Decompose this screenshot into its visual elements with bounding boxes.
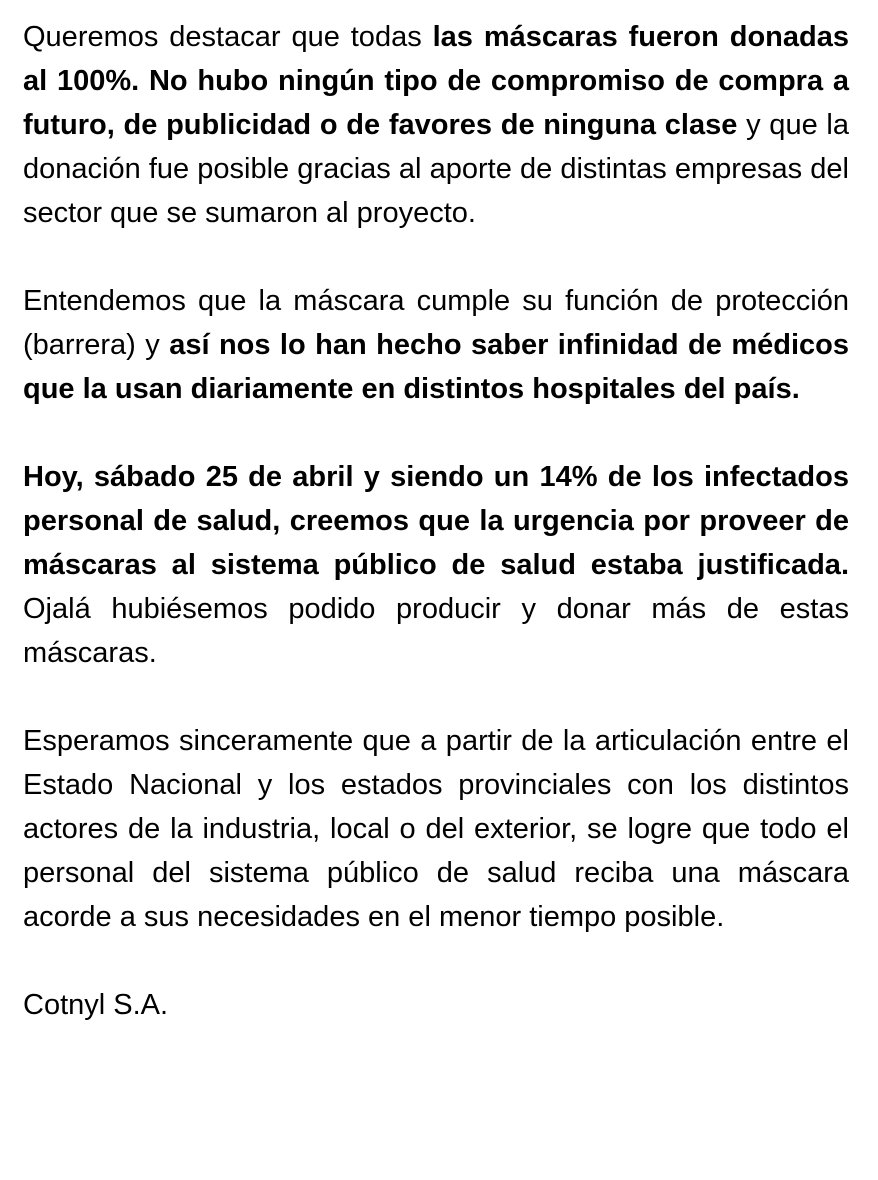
text-segment: Esperamos sinceramente que a partir de la articulación entre el Estado Nacional y los estados provinciales con los distintos actores de la industria, local o del exterior, se logre que todo el personal del sistema público de salud reciba una máscara acorde a sus necesidades en el menor tiempo posible.: [23, 725, 849, 933]
text-segment-bold: las máscaras fueron donadas al 100%. No hubo ningún tipo de compromiso de compra a futuro, de publicidad o de favores de ninguna clase: [23, 21, 849, 141]
document-body: [23, 15, 849, 1027]
text-segment-bold: así nos lo han hecho saber infinidad de médicos que la usan diariamente en distintos hospitales del país.: [23, 329, 849, 405]
paragraph-hope: [23, 719, 849, 939]
text-segment: Entendemos que la máscara cumple su función de protección (barrera) y: [23, 285, 849, 361]
text-segment: Ojalá hubiésemos podido producir y donar más de estas máscaras.: [23, 593, 849, 669]
signature: Cotnyl S.A.: [23, 989, 169, 1021]
paragraph-protection: [23, 279, 849, 411]
text-segment: Queremos destacar que todas: [23, 21, 433, 53]
paragraph-urgency: [23, 455, 849, 675]
text-segment-bold: Hoy, sábado 25 de abril y siendo un 14% de los infectados personal de salud, creemos que la urgencia por proveer de máscaras al sistema público de salud estaba justificada.: [23, 461, 849, 581]
text-segment: y que la donación fue posible gracias al aporte de distintas empresas del sector que se sumaron al proyecto.: [23, 109, 849, 229]
paragraph-donation: [23, 15, 849, 235]
